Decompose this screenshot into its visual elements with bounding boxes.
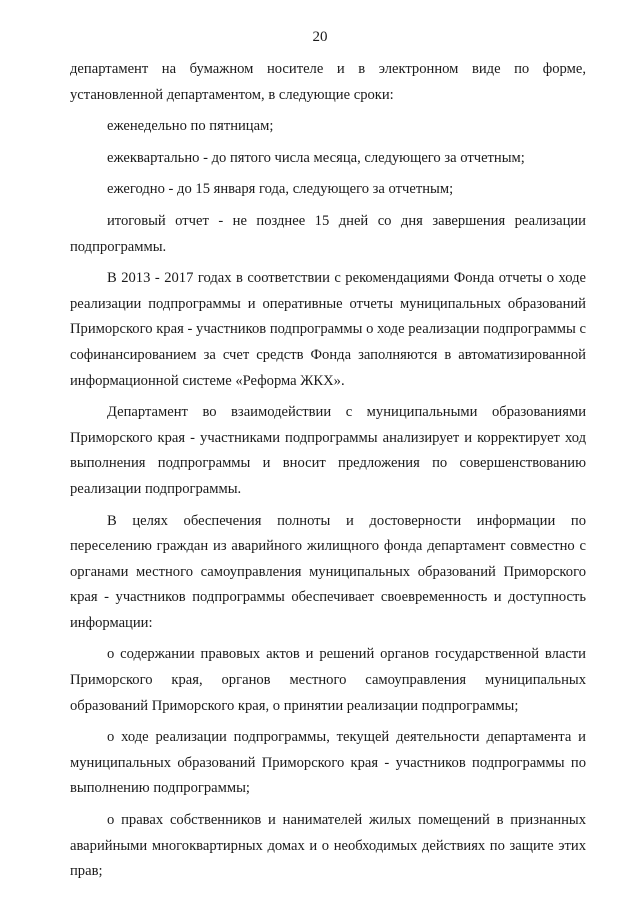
paragraph-final-report: итоговый отчет - не позднее 15 дней со дня завершения реализации подпрограммы. (70, 212, 586, 255)
paragraph-information-access: В целях обеспечения полноты и достоверности информации по переселению граждан из аварийного жилищного фонда департамент совместно с органами местного самоуправления муниципальных образований Приморского края - участников подпрограммы обеспечивает своевременность и доступность информации: (70, 512, 586, 631)
paragraph-legal-acts: о содержании правовых актов и решений органов государственной власти Приморского края, органов местного самоуправления муниципальных образований Приморского края, о принятии реализации подпрограммы; (70, 646, 586, 714)
document-body (70, 57, 586, 885)
paragraph-yearly: ежегодно - до 15 января года, следующего за отчетным; (107, 181, 454, 198)
paragraph-fund-reports: В 2013 - 2017 годах в соответствии с рекомендациями Фонда отчеты о ходе реализации подпрограммы и оперативные отчеты муниципальных образований Приморского края - участников подпрограммы о ходе реализации подпрограммы с софинансированием за счет средств Фонда заполняются в автоматизированной информационной системе «Реформа ЖКХ». (70, 270, 586, 389)
paragraph-owner-rights: о правах собственников и нанимателей жилых помещений в признанных аварийными многоквартирных домах и о необходимых действиях по защите этих прав; (70, 812, 586, 880)
page-number: 20 (312, 29, 328, 45)
paragraph-quarterly: ежеквартально - до пятого числа месяца, следующего за отчетным; (107, 149, 525, 166)
paragraph-reporting-form: департамент на бумажном носителе и в электронном виде по форме, установленной департаментом, в следующие сроки: (70, 61, 586, 103)
paragraph-department-analysis: Департамент во взаимодействии с муниципальными образованиями Приморского края - участниками подпрограммы анализирует и корректирует ход выполнения подпрограммы и вносит предложения по совершенствованию реализации подпрограммы. (70, 404, 586, 497)
paragraph-progress: о ходе реализации подпрограммы, текущей деятельности департамента и муниципальных образований Приморского края - участников подпрограммы по выполнению подпрограммы; (70, 729, 586, 797)
paragraph-weekly: еженедельно по пятницам; (107, 118, 274, 135)
